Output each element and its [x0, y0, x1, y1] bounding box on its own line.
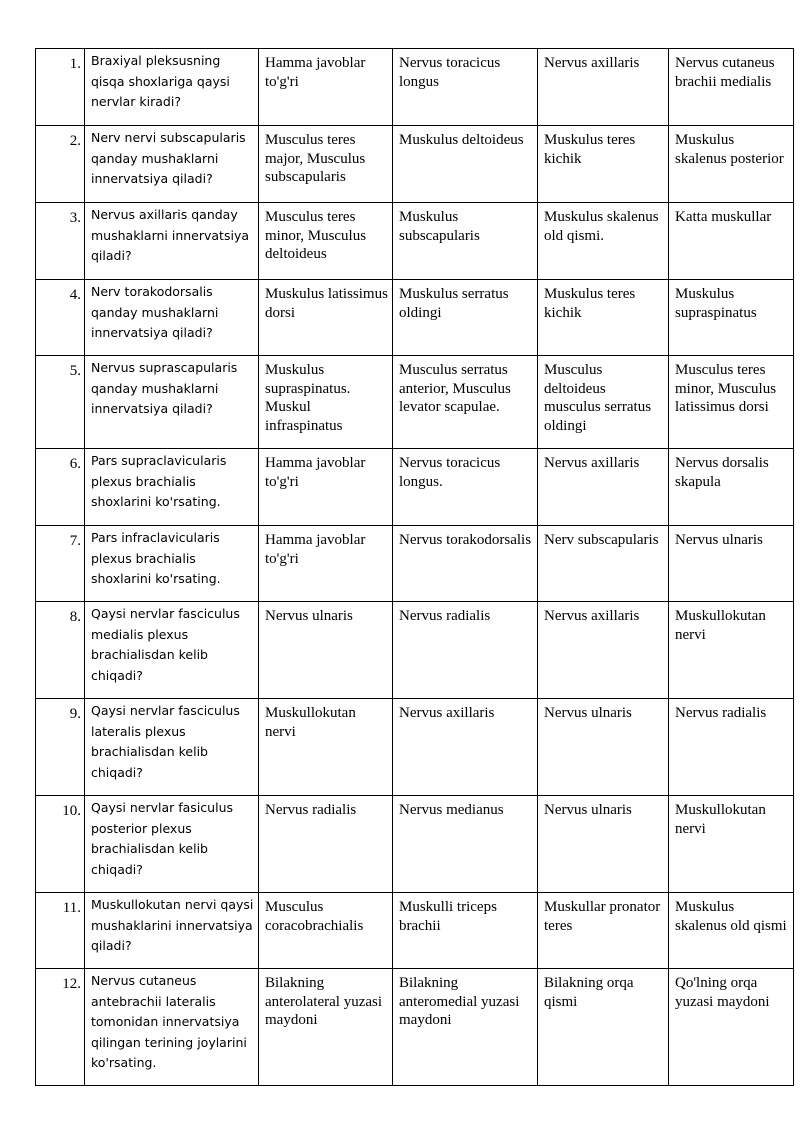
answer-option-a: Bilakning anterolateral yuzasi maydoni — [259, 969, 393, 1086]
question-number: 4. — [36, 280, 85, 356]
answer-option-c: Muskulus skalenus old qismi. — [538, 203, 669, 280]
answer-option-c: Muskulus teres kichik — [538, 280, 669, 356]
answer-option-d: Muskulus skalenus old qismi — [669, 893, 794, 969]
answer-option-a: Hamma javoblar to'g'ri — [259, 526, 393, 602]
table-row — [36, 796, 794, 893]
table-row — [36, 526, 794, 602]
question-number: 2. — [36, 126, 85, 203]
question-text: Braxiyal pleksusning qisqa shoxlariga qaysi nervlar kiradi? — [85, 49, 259, 126]
answer-option-b: Muskulli triceps brachii — [393, 893, 538, 969]
answer-option-d: Nervus cutaneus brachii medialis — [669, 49, 794, 126]
table-row — [36, 280, 794, 356]
question-text: Qaysi nervlar fasciculus lateralis plexus brachialisdan kelib chiqadi? — [85, 699, 259, 796]
answer-option-c: Nervus axillaris — [538, 49, 669, 126]
answer-option-a: Muskullokutan nervi — [259, 699, 393, 796]
answer-option-c: Muskulus teres kichik — [538, 126, 669, 203]
answer-option-c: Muskullar pronator teres — [538, 893, 669, 969]
answer-option-a: Hamma javoblar to'g'ri — [259, 449, 393, 526]
answer-option-a: Nervus ulnaris — [259, 602, 393, 699]
question-number: 7. — [36, 526, 85, 602]
question-number: 1. — [36, 49, 85, 126]
answer-option-c: Nervus axillaris — [538, 449, 669, 526]
answer-option-d: Nervus radialis — [669, 699, 794, 796]
question-text: Pars infraclavicularis plexus brachialis shoxlarini ko'rsating. — [85, 526, 259, 602]
question-number: 11. — [36, 893, 85, 969]
answer-option-c: Nerv subscapularis — [538, 526, 669, 602]
table-row — [36, 893, 794, 969]
answer-option-a: Musculus coracobrachialis — [259, 893, 393, 969]
answer-option-b: Bilakning anteromedial yuzasi maydoni — [393, 969, 538, 1086]
question-text: Nervus axillaris qanday mushaklarni innervatsiya qiladi? — [85, 203, 259, 280]
answer-option-b: Musculus serratus anterior, Musculus levator scapulae. — [393, 356, 538, 449]
table-row — [36, 49, 794, 126]
quiz-table — [35, 48, 794, 1086]
table-row — [36, 126, 794, 203]
table-row — [36, 449, 794, 526]
table-row — [36, 356, 794, 449]
answer-option-a: Musculus teres major, Musculus subscapularis — [259, 126, 393, 203]
table-row — [36, 203, 794, 280]
question-text: Nerv torakodorsalis qanday mushaklarni innervatsiya qiladi? — [85, 280, 259, 356]
question-text: Nervus cutaneus antebrachii lateralis tomonidan innervatsiya qilingan terining joylarini ko'rsating. — [85, 969, 259, 1086]
answer-option-d: Muskullokutan nervi — [669, 602, 794, 699]
answer-option-b: Nervus torakodorsalis — [393, 526, 538, 602]
answer-option-a: Muskulus latissimus dorsi — [259, 280, 393, 356]
question-number: 8. — [36, 602, 85, 699]
answer-option-d: Nervus ulnaris — [669, 526, 794, 602]
question-number: 9. — [36, 699, 85, 796]
answer-option-b: Muskulus serratus oldingi — [393, 280, 538, 356]
answer-option-c: Nervus ulnaris — [538, 699, 669, 796]
answer-option-d: Muskulus skalenus posterior — [669, 126, 794, 203]
answer-option-c: Nervus axillaris — [538, 602, 669, 699]
answer-option-a: Nervus radialis — [259, 796, 393, 893]
answer-option-b: Nervus toracicus longus — [393, 49, 538, 126]
question-text: Qaysi nervlar fasiculus posterior plexus brachialisdan kelib chiqadi? — [85, 796, 259, 893]
answer-option-d: Muskulus supraspinatus — [669, 280, 794, 356]
question-number: 10. — [36, 796, 85, 893]
answer-option-a: Hamma javoblar to'g'ri — [259, 49, 393, 126]
question-text: Nerv nervi subscapularis qanday mushaklarni innervatsiya qiladi? — [85, 126, 259, 203]
answer-option-d: Qo'lning orqa yuzasi maydoni — [669, 969, 794, 1086]
answer-option-c: Nervus ulnaris — [538, 796, 669, 893]
answer-option-b: Muskulus subscapularis — [393, 203, 538, 280]
answer-option-d: Nervus dorsalis skapula — [669, 449, 794, 526]
answer-option-a: Muskulus supraspinatus. Muskul infraspinatus — [259, 356, 393, 449]
answer-option-b: Nervus axillaris — [393, 699, 538, 796]
question-text: Pars supraclavicularis plexus brachialis shoxlarini ko'rsating. — [85, 449, 259, 526]
answer-option-b: Nervus medianus — [393, 796, 538, 893]
answer-option-d: Musculus teres minor, Musculus latissimus dorsi — [669, 356, 794, 449]
answer-option-b: Muskulus deltoideus — [393, 126, 538, 203]
answer-option-c: Bilakning orqa qismi — [538, 969, 669, 1086]
question-number: 3. — [36, 203, 85, 280]
question-text: Muskullokutan nervi qaysi mushaklarini innervatsiya qiladi? — [85, 893, 259, 969]
question-text: Nervus suprascapularis qanday mushaklarni innervatsiya qiladi? — [85, 356, 259, 449]
question-text: Qaysi nervlar fasciculus medialis plexus brachialisdan kelib chiqadi? — [85, 602, 259, 699]
table-row — [36, 969, 794, 1086]
answer-option-a: Musculus teres minor, Musculus deltoideus — [259, 203, 393, 280]
table-row — [36, 602, 794, 699]
answer-option-c: Musculus deltoideus musculus serratus oldingi — [538, 356, 669, 449]
table-row — [36, 699, 794, 796]
answer-option-d: Muskullokutan nervi — [669, 796, 794, 893]
answer-option-b: Nervus toracicus longus. — [393, 449, 538, 526]
question-number: 5. — [36, 356, 85, 449]
answer-option-d: Katta muskullar — [669, 203, 794, 280]
question-number: 12. — [36, 969, 85, 1086]
question-number: 6. — [36, 449, 85, 526]
answer-option-b: Nervus radialis — [393, 602, 538, 699]
